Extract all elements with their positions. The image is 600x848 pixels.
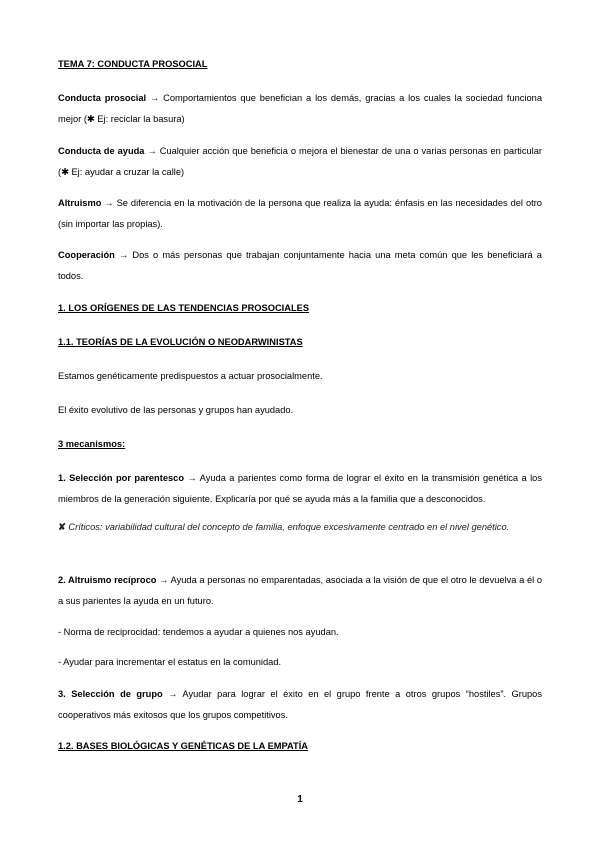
mechanism-text: Ayudar para lograr el éxito en el grupo frente a otros grupos “hostiles”. Grupos cooperativos más exitosos que los grupos competitivos.	[58, 689, 542, 720]
mechanism-term: 3. Selección de grupo	[58, 689, 163, 699]
mechanism-term: 2. Altruismo recíproco	[58, 575, 157, 585]
definition-text: Se diferencia en la motivación de la persona que realiza la ayuda: énfasis en las necesidades del otro (sin importar las propias).	[58, 198, 542, 229]
bullet-item: - Norma de reciprocidad: tendemos a ayudar a quienes nos ayudan.	[58, 627, 339, 637]
cross-icon: ✘	[58, 522, 66, 532]
definition-ayuda	[58, 141, 542, 183]
mechanism-2	[58, 570, 542, 612]
mechanism-text: Ayuda a parientes como forma de lograr el éxito en la transmisión genética a los miembros de la generación siguiente. Explicaría por qué se ayuda más a la familia que a desconocidos.	[58, 473, 542, 504]
definition-altruismo	[58, 193, 542, 235]
definition-term: Conducta prosocial	[58, 93, 147, 103]
definition-prosocial	[58, 88, 542, 130]
section-heading-1: 1. LOS ORÍGENES DE LAS TENDENCIAS PROSOCIALES	[58, 303, 310, 313]
mechanism-1	[58, 468, 542, 510]
section-heading-1-2: 1.2. BASES BIOLÓGICAS Y GENÉTICAS DE LA EMPATÍA	[58, 741, 309, 751]
definition-term: Conducta de ayuda	[58, 146, 145, 156]
definition-term: Altruismo	[58, 198, 102, 208]
arrow-icon: →	[149, 93, 160, 103]
mechanism-term: 1. Selección por parentesco	[58, 473, 185, 483]
arrow-icon: →	[147, 146, 157, 156]
document-title	[58, 54, 542, 75]
arrow-icon: →	[159, 575, 169, 585]
critique-text: Críticos: variabilidad cultural del concepto de familia, enfoque excesivamente centrado en el nivel genético.	[68, 522, 510, 532]
arrow-icon: →	[187, 473, 197, 483]
arrow-icon: →	[118, 250, 129, 260]
arrow-icon: →	[104, 198, 114, 208]
definition-text: Dos o más personas que trabajan conjuntamente hacia una meta común que les beneficiará a todos.	[58, 250, 542, 281]
bullet-item: - Ayudar para incrementar el estatus en la comunidad.	[58, 657, 282, 667]
page-number: 1	[297, 794, 303, 805]
mechanism-text: Ayuda a personas no emparentadas, asociada a la visión de que el otro le devuelva a él o a sus parientes la ayuda en un futuro.	[58, 575, 542, 606]
paragraph: El éxito evolutivo de las personas y grupos han ayudado.	[58, 405, 294, 415]
title-text: TEMA 7: CONDUCTA PROSOCIAL	[58, 59, 208, 69]
arrow-icon: →	[168, 689, 178, 699]
definition-term: Cooperación	[58, 250, 115, 260]
paragraph: Estamos genéticamente predispuestos a actuar prosocialmente.	[58, 371, 323, 381]
mechanism-3	[58, 684, 542, 726]
critique-note	[58, 517, 542, 537]
section-heading-1-1: 1.1. TEORÍAS DE LA EVOLUCIÓN O NEODARWINISTAS	[58, 337, 303, 347]
definition-text: Comportamientos que benefician a los demás, gracias a los cuales la sociedad funciona mejor (✱ Ej: reciclar la basura)	[58, 93, 542, 124]
definition-text: Cualquier acción que beneficia o mejora el bienestar de una o varias personas en particular (✱ Ej: ayudar a cruzar la calle)	[58, 146, 542, 177]
mechanisms-heading: 3 mecanismos:	[58, 439, 126, 449]
definition-cooperacion	[58, 245, 542, 287]
